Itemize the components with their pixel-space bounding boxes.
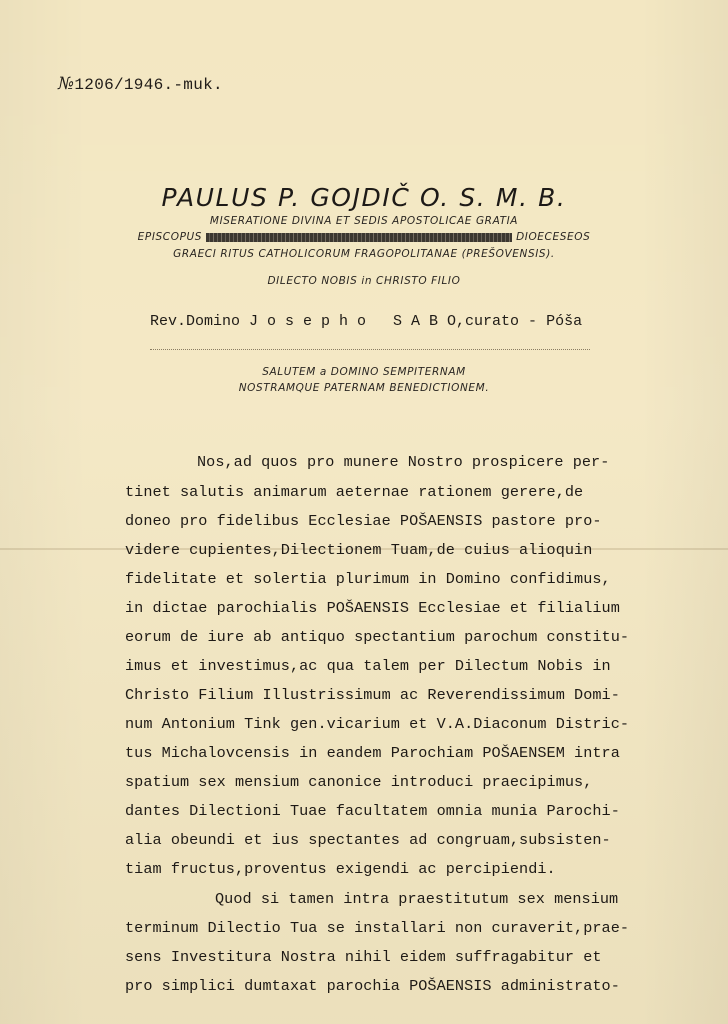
body-line: spatium sex mensium canonice introduci praecipimus, <box>125 773 593 791</box>
body-line: alia obeundi et ius spectantes ad congruam,subsisten- <box>125 831 611 849</box>
body-line: Nos,ad quos pro munere Nostro prospicere per- <box>197 453 610 471</box>
body-line: eorum de iure ab antiquo spectantium parochum constitu- <box>125 628 630 646</box>
redacted-text-block <box>206 233 512 242</box>
salutation-line-1: SALUTEM a DOMINO SEMPITERNAM <box>262 366 466 378</box>
body-line: tinet salutis animarum aeternae rationem gerere,de <box>125 483 584 501</box>
body-line: tiam fructus,proventus exigendi ac percipiendi. <box>125 860 556 878</box>
addressee-line: Rev.Domino J o s e p h o S A B O,curato - Póša <box>150 313 583 330</box>
letterhead-line-3: GRAECI RITUS CATHOLICORUM FRAGOPOLITANAE (PREŠOVENSIS). <box>173 248 555 260</box>
reference-number <box>58 74 223 94</box>
salutation-line-2: NOSTRAMQUE PATERNAM BENEDICTIONEM. <box>238 382 490 394</box>
letterhead-title: PAULUS P. GOJDIČ O. S. M. B. <box>161 183 567 212</box>
body-line: tus Michalovcensis in eandem Parochiam POŠAENSEM intra <box>125 744 620 762</box>
letterhead-line-2 <box>0 231 728 243</box>
letterhead-line-4: DILECTO NOBIS in CHRISTO FILIO <box>267 275 461 287</box>
letterhead-line-1: MISERATIONE DIVINA ET SEDIS APOSTOLICAE GRATIA <box>209 215 519 227</box>
number-sign: № <box>58 74 75 94</box>
letterhead-dioeceseos: DIOECESEOS <box>516 231 591 243</box>
dotted-divider <box>150 349 590 350</box>
letterhead-episcopus: EPISCOPUS <box>137 231 203 243</box>
body-line: terminum Dilectio Tua se installari non curaverit,prae- <box>125 919 630 937</box>
body-line: sens Investitura Nostra nihil eidem suffragabitur et <box>125 948 602 966</box>
body-line: Christo Filium Illustrissimum ac Reverendissimum Domi- <box>125 686 620 704</box>
body-line: dantes Dilectioni Tuae facultatem omnia munia Parochi- <box>125 802 620 820</box>
body-line: doneo pro fidelibus Ecclesiae POŠAENSIS pastore pro- <box>125 512 602 530</box>
body-line: videre cupientes,Dilectionem Tuam,de cuius alioquin <box>125 541 593 559</box>
body-line: num Antonium Tink gen.vicarium et V.A.Diaconum Distric- <box>125 715 630 733</box>
reference-number-text: 1206/1946.-muk. <box>74 76 223 94</box>
body-line: Quod si tamen intra praestitutum sex mensium <box>215 890 619 908</box>
body-line: imus et investimus,ac qua talem per Dilectum Nobis in <box>125 657 611 675</box>
body-line: in dictae parochialis POŠAENSIS Ecclesiae et filialium <box>125 599 620 617</box>
body-line: fidelitate et solertia plurimum in Domino confidimus, <box>125 570 611 588</box>
body-line: pro simplici dumtaxat parochia POŠAENSIS administrato- <box>125 977 620 995</box>
